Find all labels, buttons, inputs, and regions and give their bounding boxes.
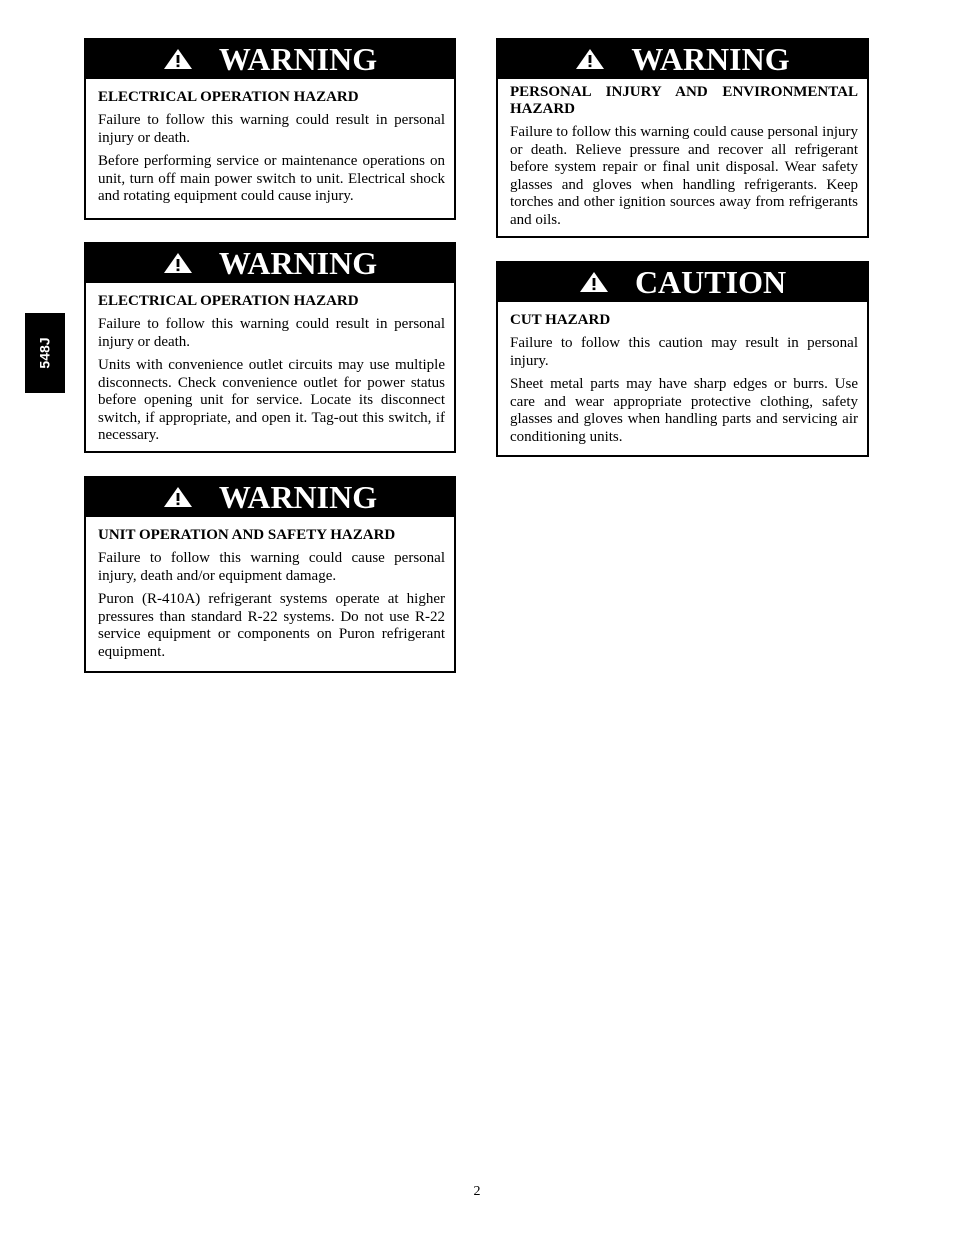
box-header-label: WARNING	[631, 41, 790, 77]
hazard-title: ELECTRICAL OPERATION HAZARD	[98, 293, 359, 309]
warning-triangle-icon	[163, 48, 193, 70]
caution-box-cut-hazard	[496, 261, 869, 457]
hazard-title: PERSONAL INJURY AND ENVIRONMENTAL HAZARD	[510, 84, 858, 117]
warning-triangle-icon	[575, 48, 605, 70]
warning-box-electrical-1	[84, 38, 456, 220]
hazard-paragraph: Failure to follow this warning could cause personal injury or death. Relieve pressure and recover all refrigerant before system repair or final unit disposal. Wear safety glasses and gloves when handling refrigerants. Keep torches and other ignition sources away from refrigerants and oils.	[510, 124, 858, 228]
warning-box-electrical-2	[84, 242, 456, 453]
side-tab-label: 548J	[37, 337, 53, 369]
hazard-title: UNIT OPERATION AND SAFETY HAZARD	[98, 527, 396, 543]
warning-box-personal-injury	[496, 38, 869, 238]
box-header	[497, 262, 868, 302]
hazard-paragraph: Before performing service or maintenance operations on unit, turn off main power switch to unit. Electrical shock and rotating equipment could cause injury.	[98, 153, 445, 204]
box-header	[497, 39, 868, 79]
box-header	[85, 477, 455, 517]
warning-triangle-icon	[163, 252, 193, 274]
box-header	[85, 39, 455, 79]
side-tab	[25, 313, 65, 393]
hazard-title: CUT HAZARD	[510, 312, 611, 328]
hazard-paragraph: Sheet metal parts may have sharp edges or burrs. Use care and wear appropriate protective clothing, safety glasses and gloves when handling parts and servicing air conditioning units.	[510, 376, 858, 445]
hazard-paragraph: Failure to follow this warning could cause personal injury, death and/or equipment damage.	[98, 550, 445, 584]
box-header-label: WARNING	[218, 245, 378, 281]
box-header-label: WARNING	[218, 41, 378, 77]
box-header-label: WARNING	[218, 479, 378, 515]
hazard-paragraph: Failure to follow this caution may result in personal injury.	[510, 335, 858, 369]
caution-triangle-icon	[579, 271, 609, 293]
box-header	[85, 243, 455, 283]
box-header-label: CAUTION	[634, 264, 787, 300]
hazard-paragraph: Units with convenience outlet circuits may use multiple disconnects. Check convenience outlet for power status before opening unit for service. Locate its disconnect switch, if appropriate, and open it. Tag-out this switch, if necessary.	[98, 357, 445, 443]
warning-box-unit-operation	[84, 476, 456, 673]
page-number: 2	[473, 1184, 481, 1199]
hazard-paragraph: Failure to follow this warning could result in personal injury or death.	[98, 112, 445, 146]
hazard-paragraph: Puron (R-410A) refrigerant systems operate at higher pressures than standard R-22 systems. Do not use R-22 service equipment or components on Puron refrigerant equipment.	[98, 591, 445, 660]
warning-triangle-icon	[163, 486, 193, 508]
hazard-title: ELECTRICAL OPERATION HAZARD	[98, 89, 359, 105]
hazard-paragraph: Failure to follow this warning could result in personal injury or death.	[98, 316, 445, 350]
